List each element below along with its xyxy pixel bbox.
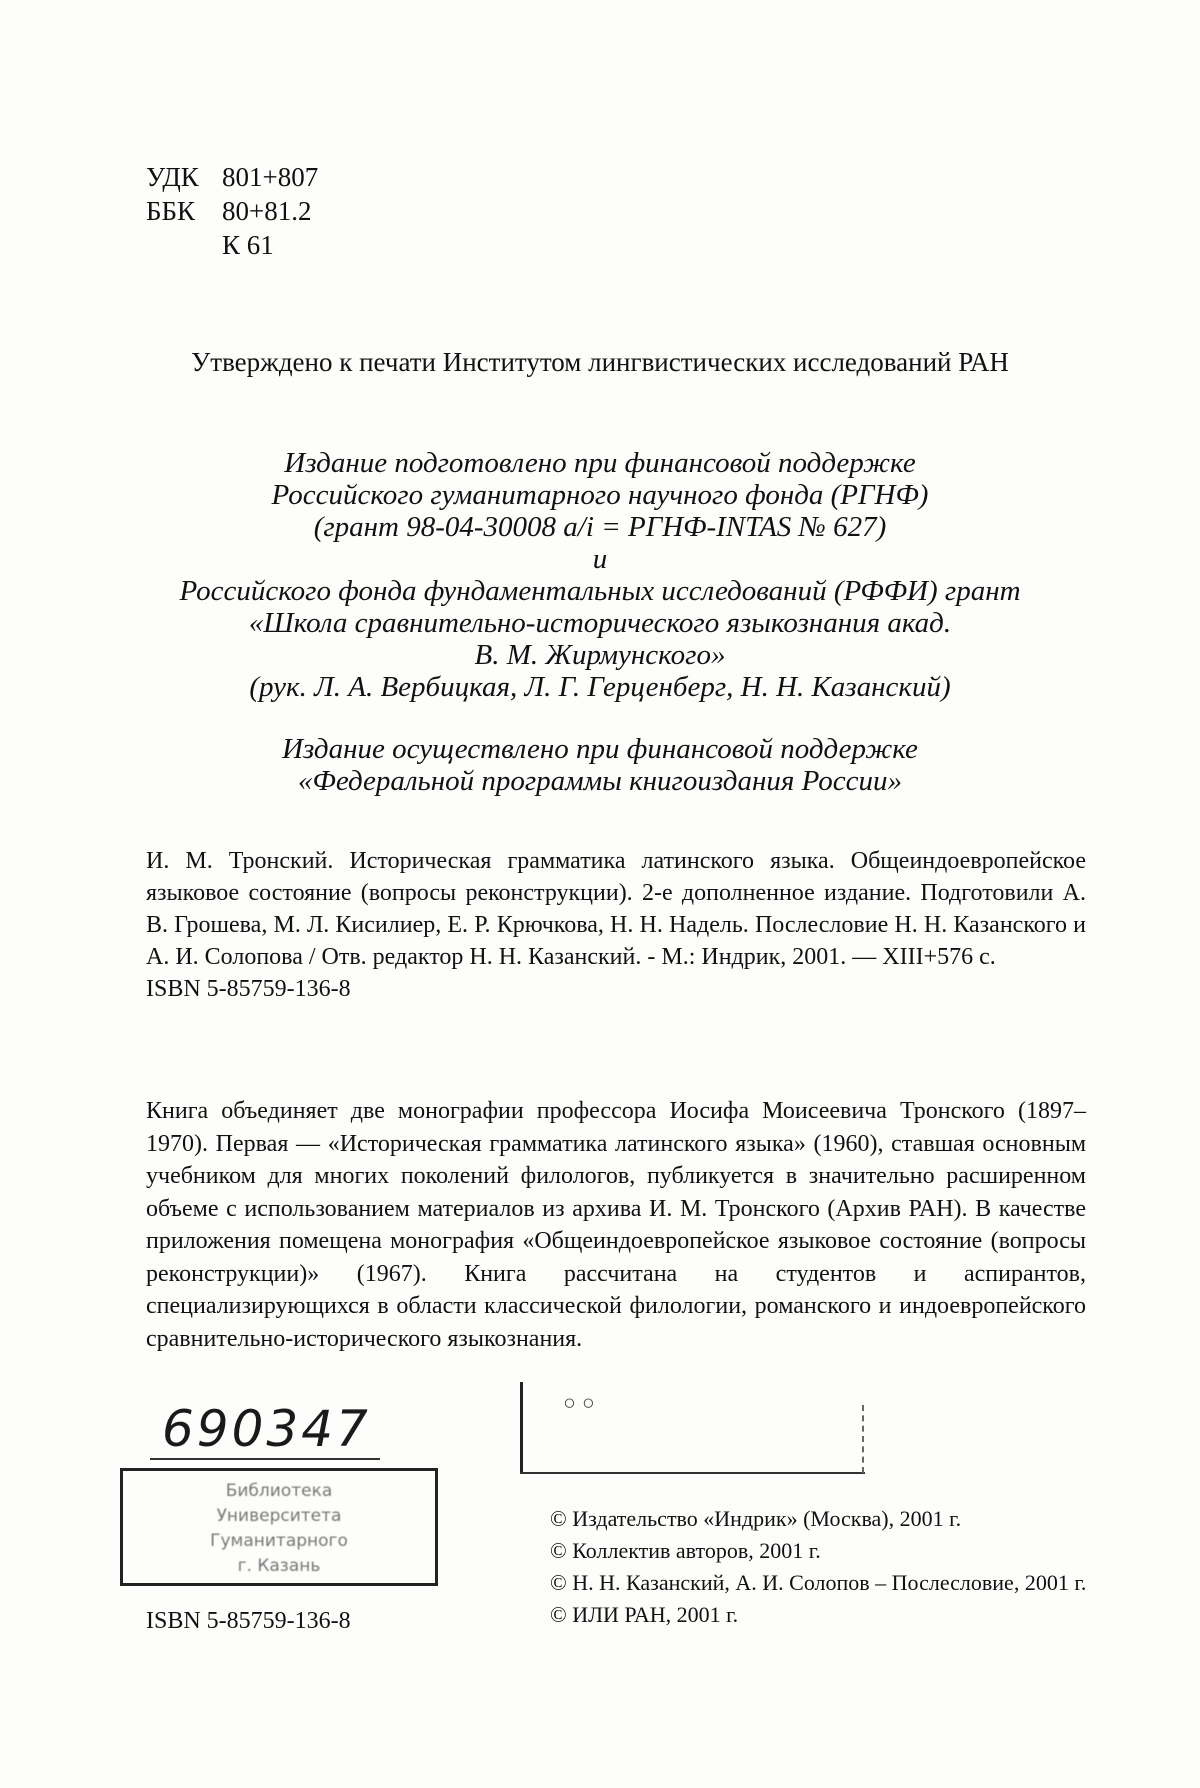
inventory-box-bottom [520,1472,865,1474]
funding-line: «Федеральной программы книгоиздания России» [298,765,902,797]
inventory-mark: ◦◦ [560,1385,598,1423]
stamp-line: Гуманитарного [210,1531,348,1551]
funding-line: (рук. Л. А. Вербицкая, Л. Г. Герценберг, Н. Н. Казанский) [249,671,951,703]
inventory-box-right [862,1405,864,1473]
isbn: ISBN 5-85759-136-8 [146,976,351,1002]
stamp-line: Библиотека [225,1481,333,1501]
funding-line: Издание осуществлено при финансовой поддержке [282,733,918,765]
bibliographic-record [146,845,1086,1005]
copyright-line: © Н. Н. Казанский, А. И. Солопов – Послесловие, 2001 г. [550,1570,1087,1595]
copyright-line: © Коллектив авторов, 2001 г. [550,1538,821,1563]
library-stamp [120,1468,438,1586]
code-value: 80+81.2 [222,196,312,226]
funding-line: В. М. Жирмунского» [474,639,726,671]
code-key: УДК [146,162,199,192]
funding-line: (грант 98-04-30008 a/i = РГНФ-INTAS № 627) [313,511,887,543]
stamp-line: г. Казань [237,1556,321,1576]
copyright-line: © ИЛИ РАН, 2001 г. [550,1602,739,1627]
funding-line: Издание подготовлено при финансовой поддержке [284,447,916,479]
handwritten-inventory-number: 690347 [162,1400,371,1458]
code-value: 801+807 [222,162,319,192]
copyright-notices [550,1503,1086,1631]
code-value: К 61 [222,230,274,260]
classification-codes [146,160,318,262]
copyright-line: © Издательство «Индрик» (Москва), 2001 г. [550,1506,962,1531]
funding-note [0,447,1200,797]
approval-line: Утверждено к печати Институтом лингвистических исследований РАН [191,347,1009,377]
funding-line: Российского фонда фундаментальных исследований (РФФИ) грант [179,575,1021,607]
code-key: ББК [146,196,196,226]
bbk-row [146,194,318,228]
isbn-bottom: ISBN 5-85759-136-8 [146,1608,351,1634]
bibliographic-description: И. М. Тронский. Историческая грамматика латинского языка. Общеиндоевропейское языковое состояние (вопросы реконструкции). 2-е дополненное издание. Подготовили А. В. Грошева, М. Л. Кисилиер, Е. Р. Крючкова, Н. Н. Надель. Послесловие Н. Н. Казанского и А. И. Солопова / Отв. редактор Н. Н. Казанский. - М.: Индрик, 2001. — XIII+576 с. [146,848,1086,970]
funding-line: и [592,543,608,575]
udk-row [146,160,318,194]
handwritten-underline [150,1458,380,1460]
inventory-box-left [520,1382,523,1474]
author-sign-row [146,228,318,262]
annotation: Книга объединяет две монографии профессора Иосифа Моисеевича Тронского (1897–1970). Первая — «Историческая грамматика латинского языка» (1960), ставшая основным учебником для многих поколений филологов, публикуется в значительно расширенном объеме с использованием материалов из архива И. М. Тронского (Архив РАН). В качестве приложения помещена монография «Общеиндоевропейское языковое состояние (вопросы реконструкции)» (1967). Книга рассчитана на студентов и аспирантов, специализирующихся в области классической филологии, романского и индоевропейского сравнительно-исторического языкознания. [146,1098,1086,1352]
stamp-line: Университета [216,1506,342,1526]
funding-line: «Школа сравнительно-исторического языкознания акад. [248,607,952,639]
funding-line: Российского гуманитарного научного фонда (РГНФ) [271,479,929,511]
